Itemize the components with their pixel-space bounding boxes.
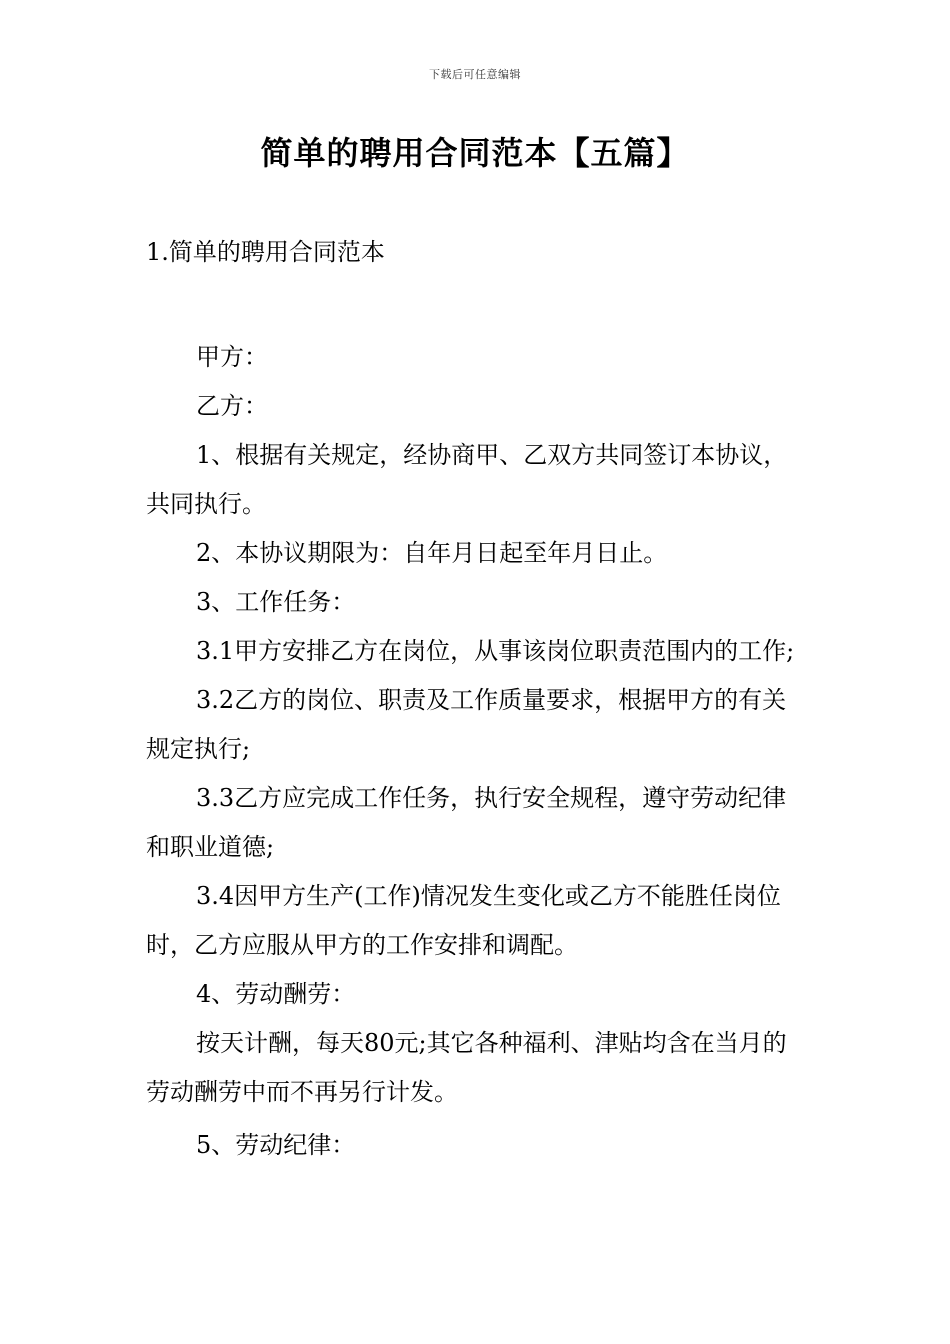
party-a-line: 甲方： — [196, 343, 268, 371]
document-body — [146, 333, 806, 1170]
clause-3-1: 3.1甲方安排乙方在岗位，从事该岗位职责范围内的工作; — [196, 637, 795, 665]
clause-3-3: 3.3乙方应完成工作任务，执行安全规程，遵守劳动纪律和职业道德; — [146, 784, 787, 861]
document-title: 简单的聘用合同范本【五篇】 — [260, 134, 690, 172]
clause-5-heading: 5、劳动纪律： — [196, 1131, 356, 1159]
clause-4-body: 按天计酬，每天80元;其它各种福利、津贴均含在当月的劳动酬劳中而不再另行计发。 — [146, 1029, 787, 1106]
clause-1: 1、根据有关规定，经协商甲、乙双方共同签订本协议，共同执行。 — [146, 441, 788, 518]
clause-4-heading: 4、劳动酬劳： — [196, 980, 356, 1008]
clause-3-heading: 3、工作任务： — [196, 588, 356, 616]
party-b-line: 乙方： — [196, 392, 268, 420]
clause-2: 2、本协议期限为：自年月日起至年月日止。 — [196, 539, 668, 567]
clause-3-2: 3.2乙方的岗位、职责及工作质量要求，根据甲方的有关规定执行; — [146, 686, 787, 763]
section-heading: 1.简单的聘用合同范本 — [146, 238, 385, 266]
header-note: 下载后可任意编辑 — [429, 68, 521, 81]
clause-3-4: 3.4因甲方生产(工作)情况发生变化或乙方不能胜任岗位时，乙方应服从甲方的工作安排和调配。 — [146, 882, 781, 959]
